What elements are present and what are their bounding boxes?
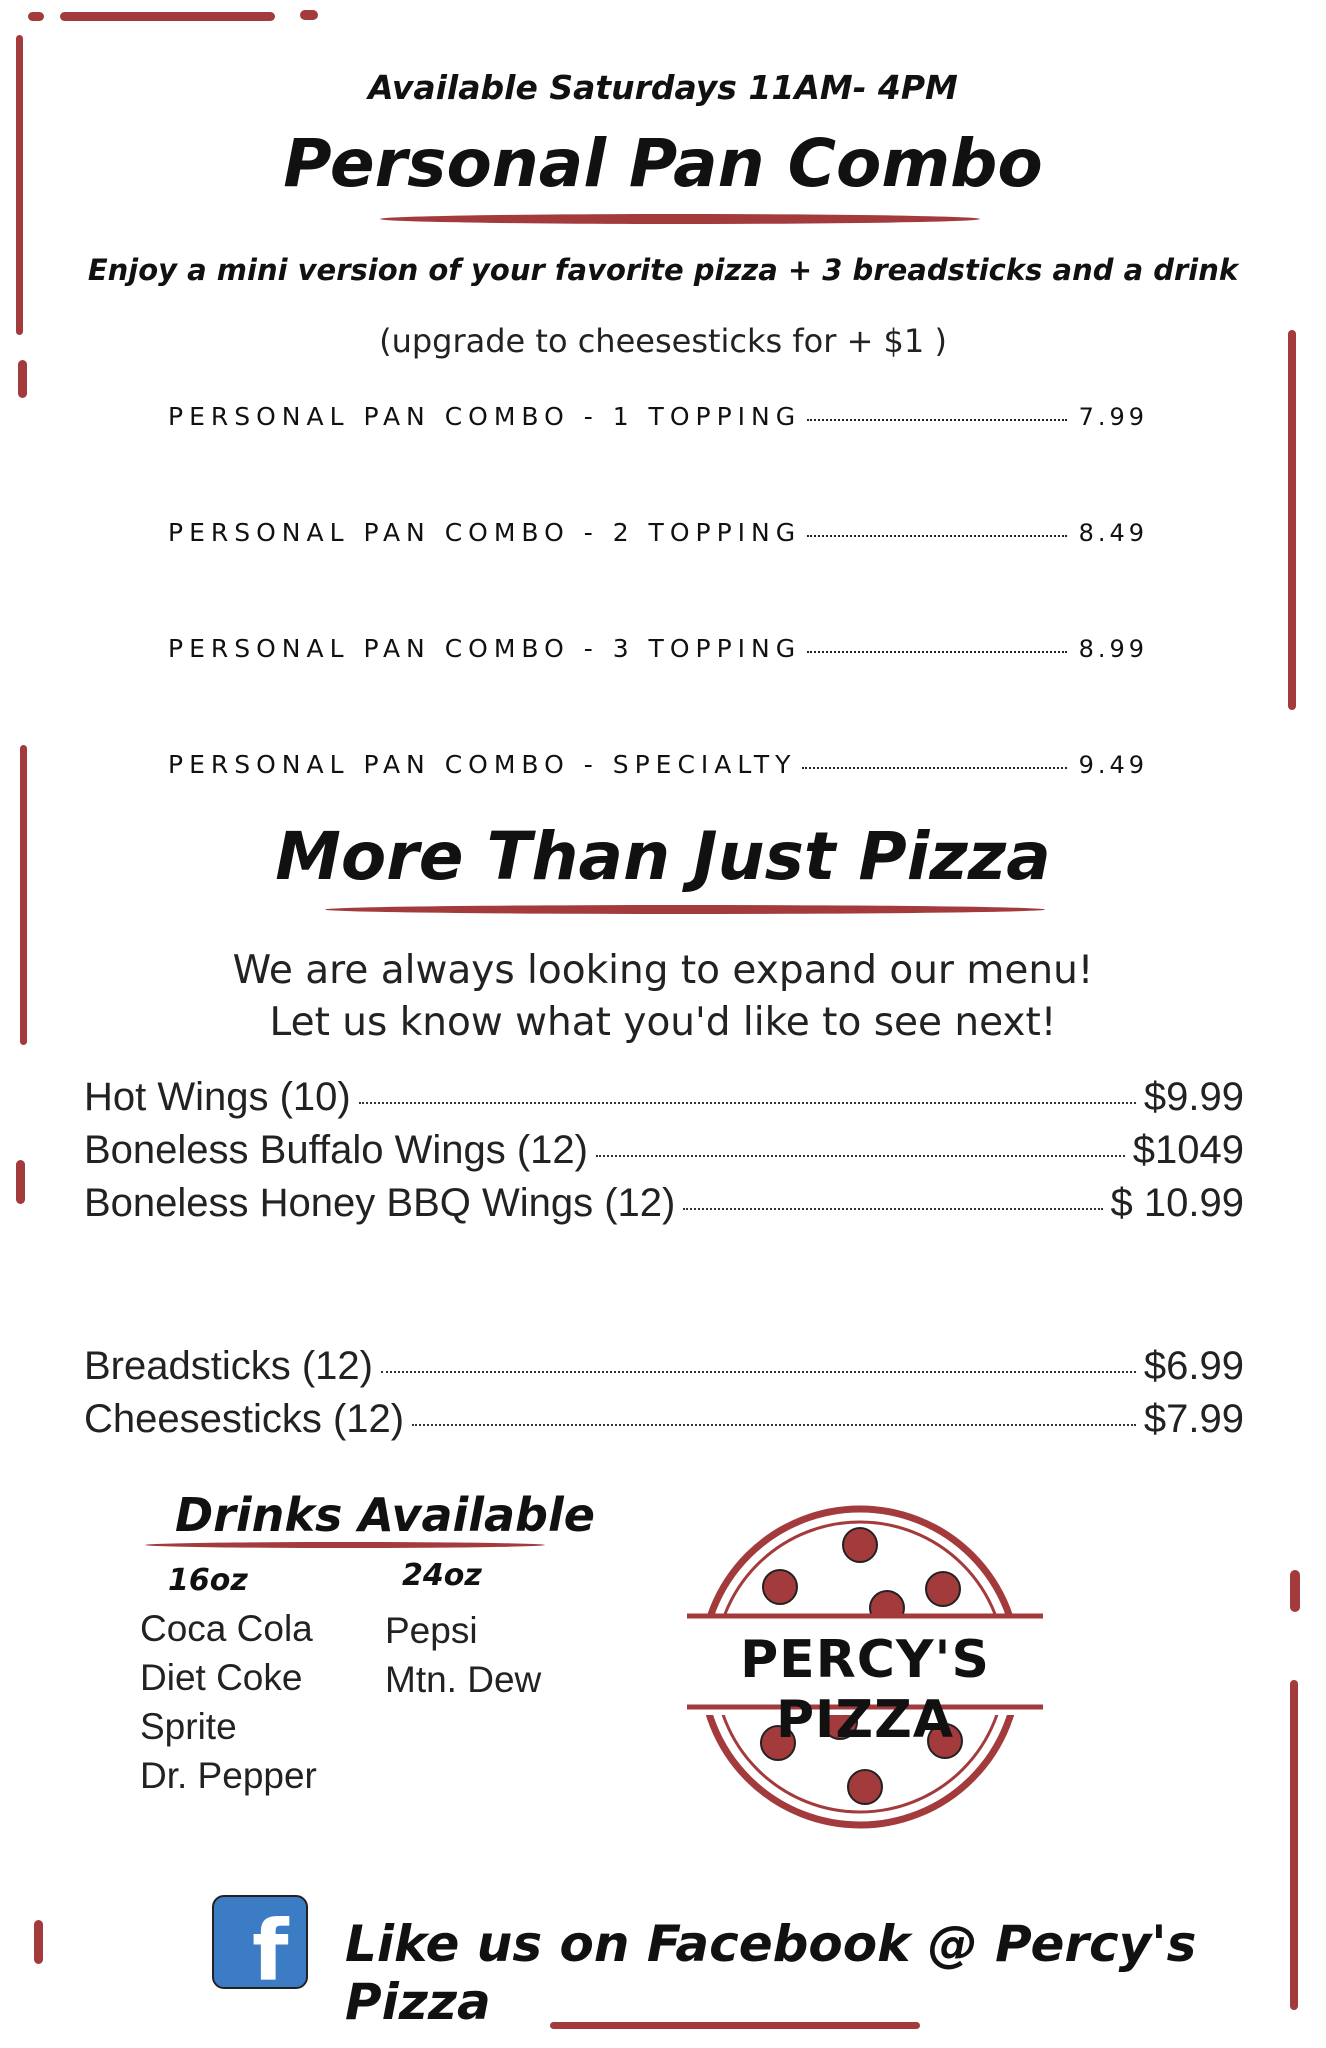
item-price: $9.99 xyxy=(1143,1075,1244,1119)
menu-row xyxy=(84,1075,1244,1120)
combo-name: PERSONAL PAN COMBO - SPECIALTY xyxy=(168,750,797,779)
drink-item: Pepsi xyxy=(385,1610,478,1651)
drink-item: Dr. Pepper xyxy=(140,1755,317,1796)
drinks-title: Drinks Available xyxy=(175,1488,595,1542)
combo-price: 7.99 xyxy=(1078,403,1148,431)
item-name: Breadsticks (12) xyxy=(84,1344,373,1388)
dot-leader xyxy=(807,651,1066,653)
more-line-1: We are always looking to expand our menu! xyxy=(232,948,1094,993)
dot-leader xyxy=(683,1208,1102,1210)
dot-leader xyxy=(802,767,1066,769)
item-name: Hot Wings (10) xyxy=(84,1075,351,1119)
more-line-2: Let us know what you'd like to see next! xyxy=(269,1000,1057,1045)
dot-leader xyxy=(381,1371,1136,1373)
combo-name: PERSONAL PAN COMBO - 2 TOPPING xyxy=(168,518,802,547)
item-name: Boneless Honey BBQ Wings (12) xyxy=(84,1181,676,1225)
brush-top-left-dot xyxy=(28,12,44,21)
dot-leader xyxy=(807,419,1066,421)
availability-text: Available Saturdays 11AM- 4PM xyxy=(368,68,958,107)
drink-item: Mtn. Dew xyxy=(385,1659,542,1700)
item-price: $6.99 xyxy=(1143,1344,1244,1388)
combo-row xyxy=(168,750,1148,779)
dot-leader xyxy=(359,1102,1136,1104)
brush-left-dot-2 xyxy=(16,1160,25,1204)
combo-name: PERSONAL PAN COMBO - 3 TOPPING xyxy=(168,634,802,663)
drinks-underline xyxy=(145,1542,545,1548)
combo-subtitle: Enjoy a mini version of your favorite pizza + 3 breadsticks and a drink xyxy=(87,253,1239,287)
brush-right-top-vertical xyxy=(1288,330,1296,710)
brush-top-dot xyxy=(300,10,318,20)
brush-top-left-horizontal xyxy=(60,12,275,21)
facebook-cta: Like us on Facebook @ Percy's Pizza xyxy=(345,1915,1197,2031)
menu-row xyxy=(84,1128,1244,1173)
combo-row xyxy=(168,634,1148,663)
item-price: $ 10.99 xyxy=(1110,1181,1244,1225)
brush-left-dot-3 xyxy=(34,1920,43,1964)
menu-row xyxy=(84,1397,1244,1442)
brush-left-dot-1 xyxy=(18,360,27,398)
menu-row xyxy=(84,1344,1244,1389)
combo-name: PERSONAL PAN COMBO - 1 TOPPING xyxy=(168,402,802,431)
title-underline xyxy=(380,214,980,224)
combo-price: 9.49 xyxy=(1078,751,1148,779)
drink-item: Coca Cola xyxy=(140,1608,313,1649)
section-underline-more xyxy=(325,905,1045,914)
item-name: Cheesesticks (12) xyxy=(84,1397,405,1441)
item-price: $7.99 xyxy=(1143,1397,1244,1441)
combo-price: 8.49 xyxy=(1078,519,1148,547)
combo-price: 8.99 xyxy=(1078,635,1148,663)
upgrade-note: (upgrade to cheesesticks for + $1 ) xyxy=(379,322,947,360)
dot-leader xyxy=(596,1155,1125,1157)
combo-row xyxy=(168,402,1148,431)
logo-text: PERCY'S PIZZA xyxy=(740,1630,990,1750)
page-title: Personal Pan Combo xyxy=(283,125,1043,202)
drinks-col1-header: 16oz xyxy=(168,1563,248,1598)
item-price: $1049 xyxy=(1132,1128,1244,1172)
dot-leader xyxy=(412,1424,1136,1426)
drinks-col2-header: 24oz xyxy=(402,1558,482,1593)
drink-item: Diet Coke xyxy=(140,1657,303,1698)
item-name: Boneless Buffalo Wings (12) xyxy=(84,1128,588,1172)
section-title-more: More Than Just Pizza xyxy=(275,818,1051,895)
percys-pizza-logo xyxy=(665,1495,1065,1835)
dot-leader xyxy=(807,535,1066,537)
menu-row xyxy=(84,1181,1244,1226)
drink-item: Sprite xyxy=(140,1706,237,1747)
combo-row xyxy=(168,518,1148,547)
brush-right-dot xyxy=(1290,1570,1300,1612)
facebook-icon[interactable]: f xyxy=(212,1895,308,1989)
